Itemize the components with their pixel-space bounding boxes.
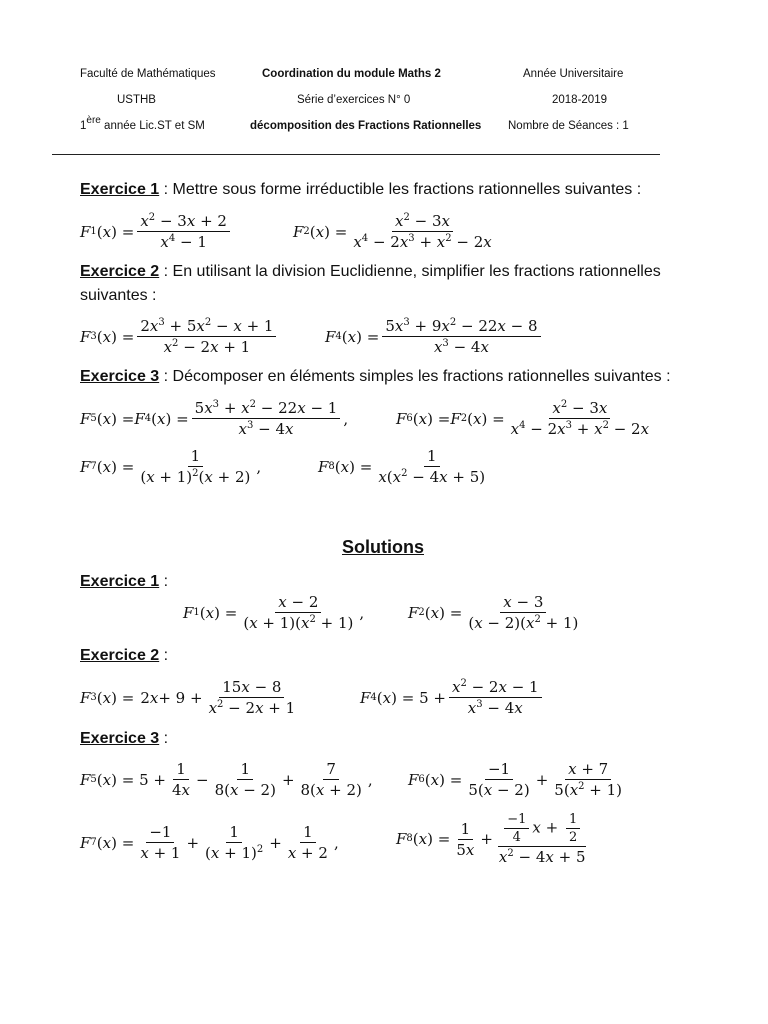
topic-label: décomposition des Fractions Rationnelles (250, 120, 482, 132)
academic-year: 2018-2019 (552, 94, 607, 106)
series-label: Série d’exercices N° 0 (297, 94, 411, 106)
exercise-2-statement-cont: suivantes : (80, 287, 157, 304)
formula-f8: F 8 ( x ) = $\frac{1}{x(x^2 - 4x + 5)}$ (318, 447, 486, 486)
sessions-count: Nombre de Séances : 1 (508, 120, 629, 132)
level-label: 1ère année Lic.ST et SM (80, 115, 205, 132)
solution-1-heading: Exercice 1 : (80, 573, 169, 590)
solution-2-heading: Exercice 2 : (80, 647, 169, 664)
solution-f3: F 3 ( x ) = 2 x + 9 + $\frac{15x - 8}{x^2 - 2x + 1}$ (80, 678, 296, 717)
solution-f2: F 2 ( x ) = $\frac{x - 3}{(x - 2)(x^2 + 1)}$ (408, 593, 579, 632)
solutions-title: Solutions (342, 537, 424, 557)
exercise-1-statement: Exercice 1 : Mettre sous forme irréductible les fractions rationnelles suivantes : (80, 181, 642, 198)
solution-f1: F 1 ( x ) = $\frac{x - 2}{(x + 1)(x^2 + 1)}$ , (183, 593, 365, 632)
academic-year-label: Année Universitaire (523, 68, 624, 80)
solution-f4: F 4 ( x ) = 5 + $\frac{x^2 - 2x - 1}{x^3 - 4x}$ (360, 678, 545, 717)
formula-f5: F 5 ( x ) = F 4 ( x ) = $\frac{5x^3 + x^2 - 22x - 1}{x^3 - 4x}$ , (80, 399, 349, 438)
header-divider (52, 154, 660, 155)
university-label: USTHB (117, 94, 156, 106)
solution-f6: F 6 ( x ) = $\frac{-1}{5(x - 2)}$ + $\frac{x + 7}{5(x^2 + 1)}$ (408, 760, 623, 799)
solution-3-heading: Exercice 3 : (80, 730, 169, 747)
formula-f1: F 1 ( x ) = $\frac{x^2 - 3x + 2}{x^4 - 1}$ (80, 212, 233, 251)
formula-f7: F 7 ( x ) = $\frac{1}{(x + 1)^2(x + 2)}$ , (80, 447, 262, 486)
solution-f7: F 7 ( x ) = $\frac{-1}{x + 1}$ + $\frac{1}{(x + 1)^2}$ + $\frac{1}{x + 2}$ , (80, 823, 339, 862)
faculty-label: Faculté de Mathématiques (80, 68, 216, 80)
solution-f8: F 8 ( x ) = $\frac{1}{5x}$ + $\frac{-1}{4}$ x + $\frac{1}{2}$ $x^2 - 4x + 5$ (396, 812, 586, 866)
module-coordination: Coordination du module Maths 2 (262, 68, 441, 80)
exercise-2-statement: Exercice 2 : En utilisant la division Euclidienne, simplifier les fractions rationnelles (80, 263, 661, 280)
formula-f3: F 3 ( x ) = $\frac{2x^3 + 5x^2 - x + 1}{x^2 - 2x + 1}$ (80, 317, 279, 356)
solution-f5: F 5 ( x ) = 5 + $\frac{1}{4x}$ − $\frac{1}{8(x - 2)}$ + $\frac{7}{8(x + 2)}$ , (80, 760, 373, 799)
formula-f2: F 2 ( x ) = $\frac{x^2 - 3x}{x^4 - 2x^3 + x^2 - 2x}$ (293, 212, 492, 251)
formula-f4: F 4 ( x ) = $\frac{5x^3 + 9x^2 - 22x - 8}{x^3 - 4x}$ (325, 317, 544, 356)
exercise-3-statement: Exercice 3 : Décomposer en éléments simples les fractions rationnelles suivantes : (80, 368, 671, 385)
formula-f6: F 6 ( x ) = F 2 ( x ) = $\frac{x^2 - 3x}{x^4 - 2x^3 + x^2 - 2x}$ (396, 399, 650, 438)
